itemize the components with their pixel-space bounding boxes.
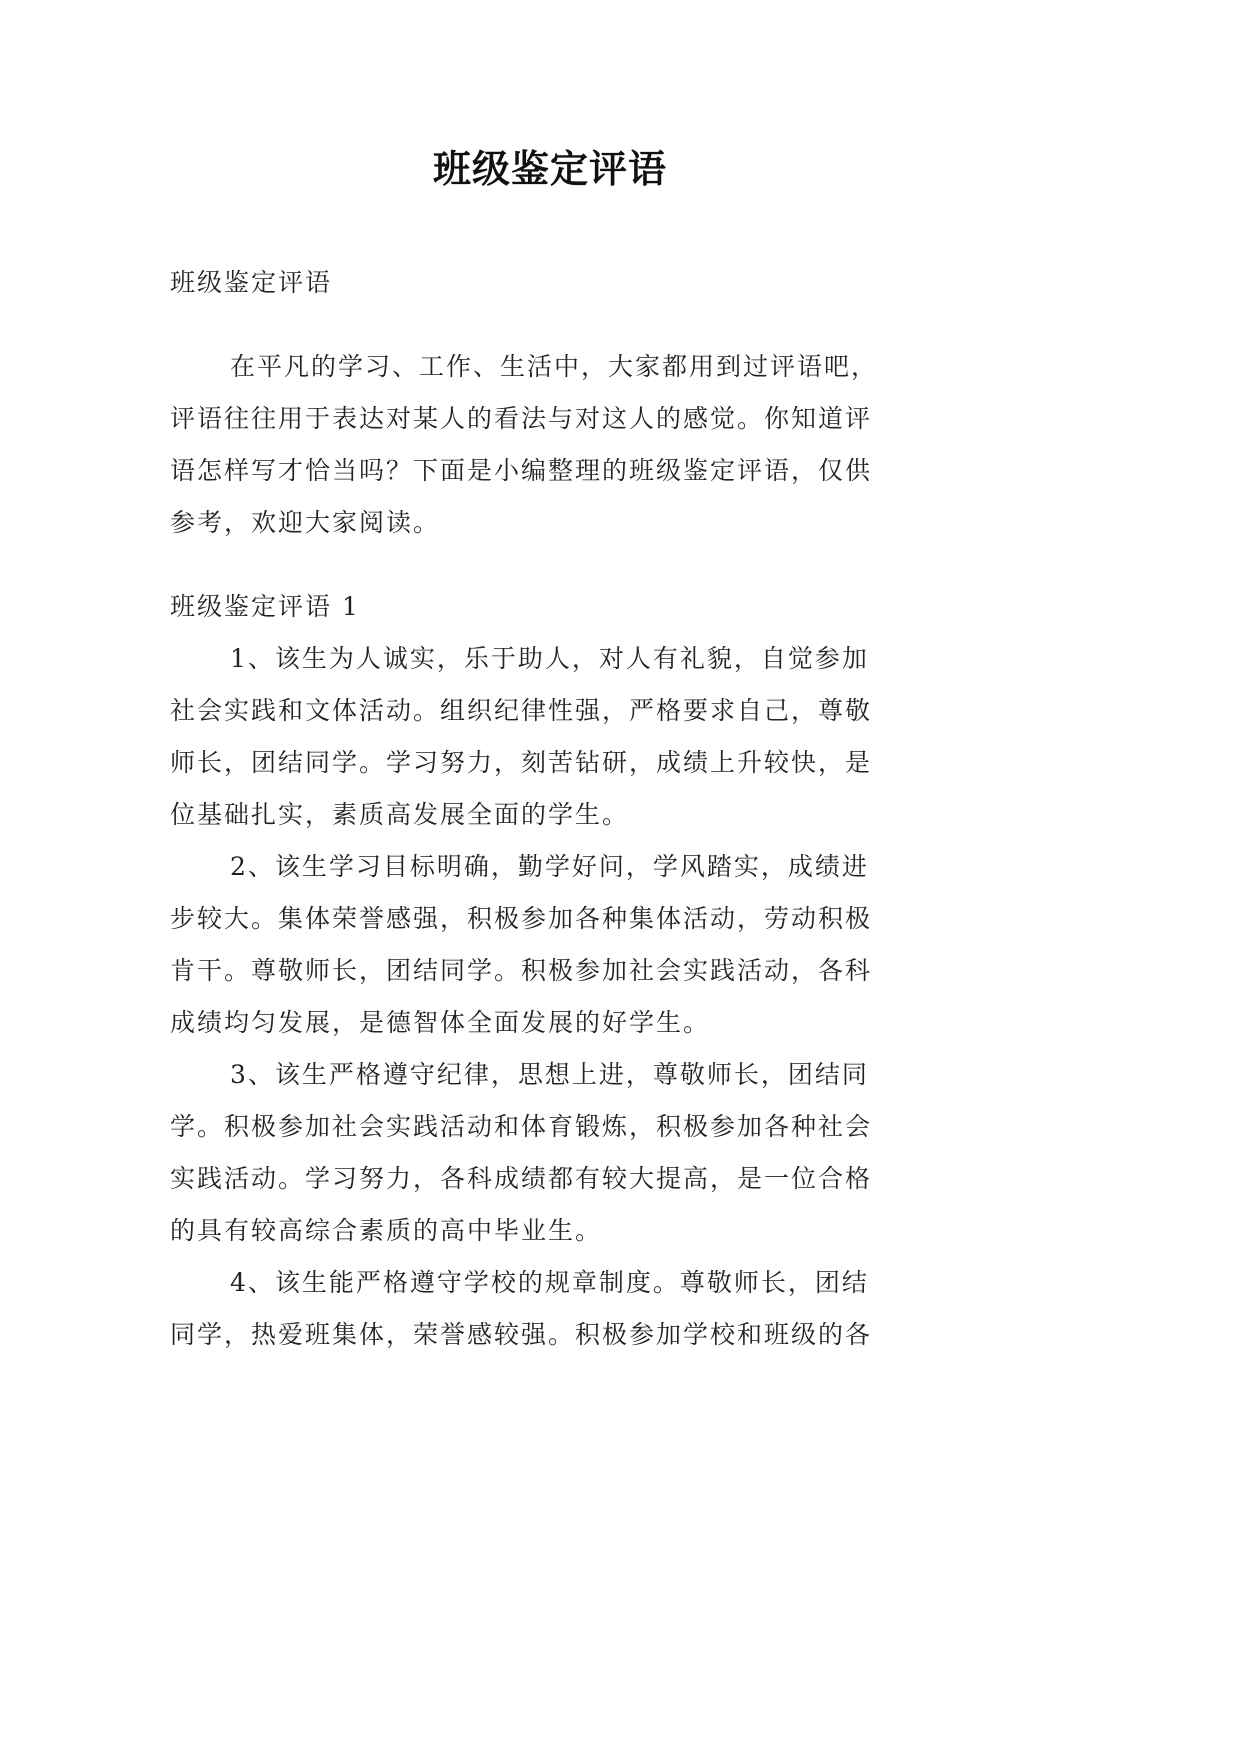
- section-heading: 班级鉴定评语 1: [170, 592, 360, 621]
- paragraph-line: 语怎样写才恰当吗？下面是小编整理的班级鉴定评语，仅供: [170, 456, 873, 485]
- paragraph-line: 步较大。集体荣誉感强，积极参加各种集体活动，劳动积极: [170, 904, 873, 933]
- paragraph-line: 位基础扎实，素质高发展全面的学生。: [170, 800, 630, 829]
- paragraph-line: 成绩均匀发展，是德智体全面发展的好学生。: [170, 1008, 711, 1037]
- paragraph-line: 学。积极参加社会实践活动和体育锻炼，积极参加各种社会: [170, 1112, 873, 1141]
- paragraph-line: 肯干。尊敬师长，团结同学。积极参加社会实践活动，各科: [170, 956, 873, 985]
- list-item: [170, 846, 945, 1054]
- document-title: 班级鉴定评语: [432, 146, 667, 191]
- paragraph-line: 3、该生严格遵守纪律，思想上进，尊敬师长，团结同: [230, 1060, 869, 1089]
- paragraph-line: 社会实践和文体活动。组织纪律性强，严格要求自己，尊敬: [170, 696, 873, 725]
- subtitle: 班级鉴定评语: [170, 268, 333, 297]
- paragraph-line: 实践活动。学习努力，各科成绩都有较大提高，是一位合格: [170, 1164, 873, 1193]
- paragraph-line: 参考，欢迎大家阅读。: [170, 508, 441, 537]
- list-item: [170, 638, 945, 846]
- paragraph-line: 师长，团结同学。学习努力，刻苦钻研，成绩上升较快，是: [170, 748, 873, 777]
- paragraph-line: 4、该生能严格遵守学校的规章制度。尊敬师长，团结: [230, 1268, 869, 1297]
- paragraph-line: 同学，热爱班集体，荣誉感较强。积极参加学校和班级的各: [170, 1320, 873, 1349]
- paragraph-line: 评语往往用于表达对某人的看法与对这人的感觉。你知道评: [170, 404, 873, 433]
- paragraph-line: 在平凡的学习、工作、生活中，大家都用到过评语吧，: [230, 352, 879, 381]
- intro-paragraph: [170, 346, 945, 554]
- document-body: [170, 262, 945, 1366]
- list-item: [170, 1054, 945, 1262]
- paragraph-line: 的具有较高综合素质的高中毕业生。: [170, 1216, 603, 1245]
- list-item: [170, 1262, 945, 1366]
- paragraph-line: 2、该生学习目标明确，勤学好问，学风踏实，成绩进: [230, 852, 869, 881]
- paragraph-line: 1、该生为人诚实，乐于助人，对人有礼貌，自觉参加: [230, 644, 869, 673]
